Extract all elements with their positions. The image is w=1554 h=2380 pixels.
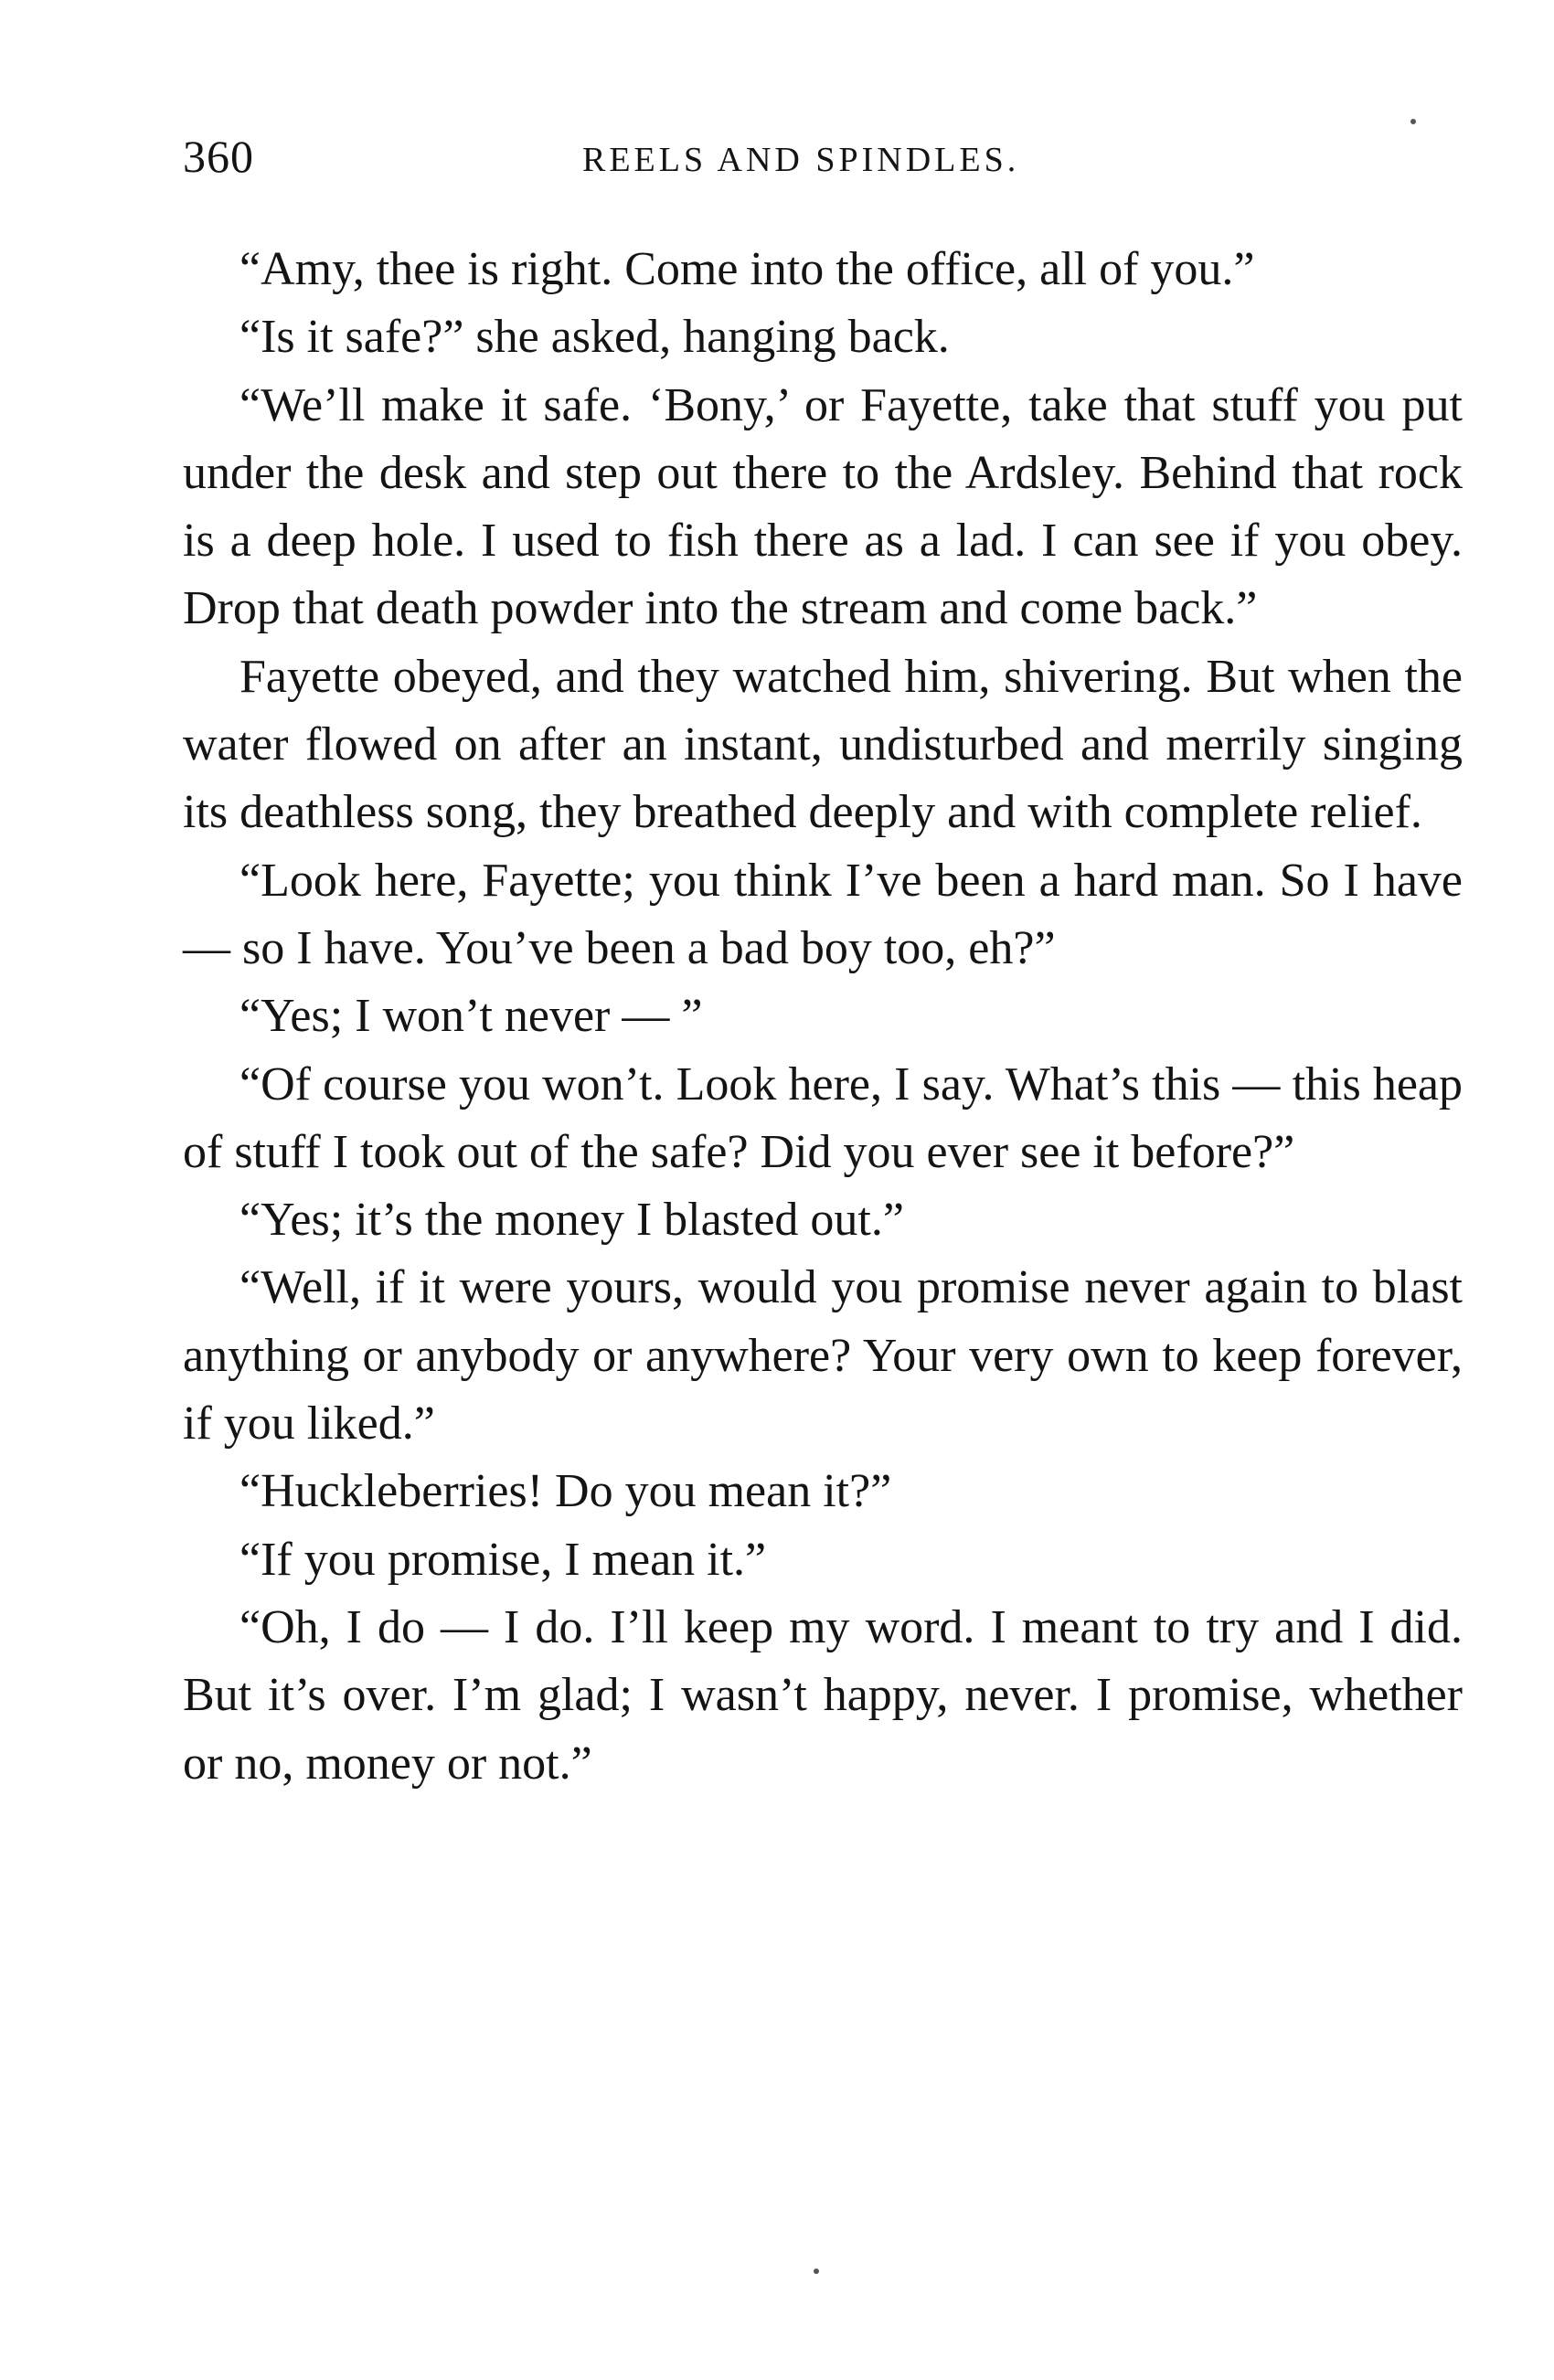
paragraph: “Yes; I won’t never — ” bbox=[239, 990, 703, 1043]
page-number: 360 bbox=[183, 131, 254, 182]
paragraph: “Is it safe?” she asked, hanging back. bbox=[239, 311, 950, 364]
print-speck bbox=[1410, 119, 1416, 124]
paragraph: “Look here, Fayette; you think I’ve been a hard man. So I have — so I have. You’ve been a bad boy too, eh?” bbox=[183, 854, 1463, 974]
paragraph: “Oh, I do — I do. I’ll keep my word. I meant to try and I did. But it’s over. I’m glad; I wasn’t happy, never. I promise, whether or no, money or not.” bbox=[183, 1600, 1463, 1790]
paragraph: “Well, if it were yours, would you promise never again to blast anything or anybody or anywhere? Your very own to keep forever, if you liked.” bbox=[183, 1261, 1463, 1450]
paragraph: “If you promise, I mean it.” bbox=[239, 1533, 767, 1586]
paragraph: “Huckleberries! Do you mean it?” bbox=[239, 1465, 892, 1518]
paragraph: “Yes; it’s the money I blasted out.” bbox=[239, 1194, 904, 1247]
page-header bbox=[183, 124, 1463, 188]
paragraph: “Amy, thee is right. Come into the office, all of you.” bbox=[239, 243, 1255, 295]
print-speck bbox=[814, 2268, 819, 2274]
running-head: REELS AND SPINDLES. bbox=[582, 141, 1020, 179]
paragraph: Fayette obeyed, and they watched him, shivering. But when the water flowed on after an instant, undisturbed and merrily singing its deathless song, they breathed deeply and with complete relief. bbox=[183, 650, 1463, 839]
paragraph: “Of course you won’t. Look here, I say. What’s this — this heap of stuff I took out of the safe? Did you ever see it before?” bbox=[183, 1057, 1463, 1178]
paragraph: “We’ll make it safe. ‘Bony,’ or Fayette, take that stuff you put under the desk and step out there to the Ardsley. Behind that rock is a deep hole. I used to fish there as a lad. I can see if you obey. Drop that death powder into the stream and come back.” bbox=[183, 378, 1463, 635]
body-text bbox=[183, 236, 1463, 1798]
